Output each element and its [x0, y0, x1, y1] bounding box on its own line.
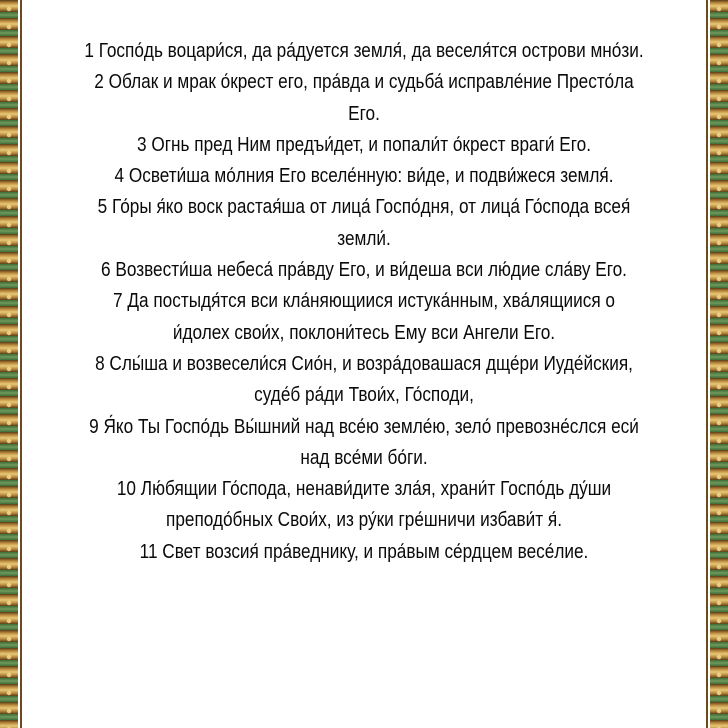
psalm-text	[33, 36, 695, 568]
text-line: над все́ми бо́ги.	[300, 446, 428, 469]
text-line: суде́б ра́ди Твои́х, Го́споди,	[254, 384, 474, 407]
text-line: 9 Я́ко Ты Госпо́дь Вы́шний над все́ю земле́ю, зело́ превозне́слся еси́	[89, 415, 639, 438]
text-line: Его.	[348, 102, 380, 125]
text-line: 4 Освети́ша мо́лния Его вселе́нную: ви́де, и подви́жеся земля́.	[114, 165, 614, 188]
border-inner-line-left	[20, 0, 22, 728]
text-line: преподо́бных Свои́х, из ру́ки гре́шничи избави́т я́.	[166, 509, 562, 532]
text-line: 1 Госпо́дь воцари́ся, да ра́дуется земля́, да веселя́тся острови мно́зи.	[84, 40, 644, 62]
text-line: 11 Свет возсия́ пра́веднику, и пра́вым се́рдцем весе́лие.	[139, 540, 589, 563]
text-line: и́долех свои́х, поклони́тесь Ему вси Ангели Его.	[172, 321, 556, 344]
text-line: 8 Слы́ша и возвесели́ся Сио́н, и возра́довашася дще́ри Иуде́йския,	[95, 352, 633, 375]
ornamental-border-right	[710, 0, 728, 728]
text-line: 5 Го́ры я́ко воск растая́ша от лица́ Госпо́дня, от лица́ Го́спода всея́	[97, 196, 631, 219]
text-line: 7 Да постыдя́тся вси кла́няющиися истука́нным, хва́лящиися о	[113, 290, 615, 313]
text-line: земли́.	[337, 227, 391, 250]
ornamental-border-left	[0, 0, 18, 728]
text-line: 10 Лю́бящии Го́спода, ненави́дите зла́я, храни́т Госпо́дь ду́ши	[116, 478, 612, 501]
text-line: 2 Облак и мрак о́крест его, пра́вда и судьба́ исправле́ние Престо́ла	[94, 71, 634, 94]
text-line: 3 Огнь пред Ним предъи́дет, и попали́т о́крест враги́ Его.	[137, 133, 591, 156]
border-inner-line-right	[706, 0, 708, 728]
text-line: 6 Возвести́ша небеса́ пра́вду Его, и ви́деша вси лю́дие сла́ву Его.	[101, 259, 627, 282]
